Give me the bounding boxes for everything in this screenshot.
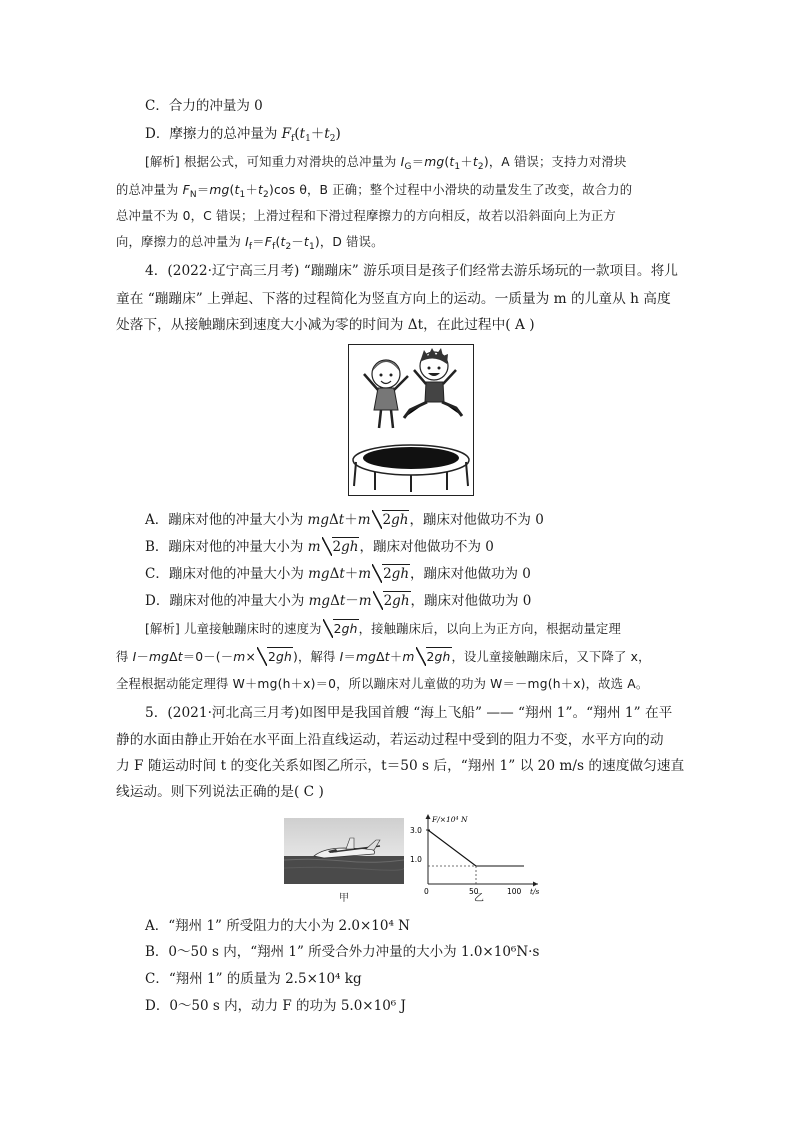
option-d-prev: D．摩擦力的总冲量为 $F_f(t_1+t_2)$: [145, 126, 341, 144]
q4-explanation-line1: [解析] 儿童接触蹦床时的速度为 2gh，接触蹦床后，以向上为正方向，根据动量定理: [145, 619, 621, 638]
figure-yi-label: 乙: [474, 893, 484, 904]
force-time-graph: [408, 810, 548, 896]
q5-stem-line4: 线运动。则下列说法正确的是( C ): [116, 784, 324, 800]
trampoline-illustration: [348, 344, 474, 496]
q4-option-c[interactable]: C．蹦床对他的冲量大小为 mgΔt＋m 2gh，蹦床对他做功为 0: [145, 566, 531, 582]
q4-option-d[interactable]: D．蹦床对他的冲量大小为 mgΔt－m 2gh，蹦床对他做功为 0: [145, 593, 532, 609]
explanation-prev-line1: [解析] 根据公式，可知重力对滑块的总冲量为 $I_G=mg(t_1+t_2)$，A 错误；支持力对滑块: [145, 155, 627, 172]
q4-stem-line1: 4．(2022·辽宁高三月考) “蹦蹦床” 游乐项目是孩子们经常去游乐场玩的一款项目。将儿: [145, 263, 678, 279]
y-axis-label: F/×10⁴ N: [432, 815, 468, 824]
q4-explanation-line3: 全程根据动能定理得 W＋mg(h＋x)＝0，所以蹦床对儿童做的功为 W＝－mg(h＋x)，故选 A。: [116, 677, 649, 691]
x-tick-100: 100: [507, 887, 522, 896]
q4-option-a[interactable]: A．蹦床对他的冲量大小为 mgΔt＋m 2gh，蹦床对他做功不为 0: [145, 512, 544, 528]
seaplane-photo: [284, 818, 404, 884]
series-segment-0: [428, 830, 476, 866]
y-axis-arrow: [426, 814, 431, 819]
q5-option-d[interactable]: D．0～50 s 内，动力 F 的功为 5.0×10⁶ J: [145, 998, 406, 1014]
q4-stem-line3: 处落下，从接触蹦床到速度大小减为零的时间为 Δt，在此过程中( A ): [116, 317, 535, 333]
q4-option-b[interactable]: B．蹦床对他的冲量大小为 m 2gh，蹦床对他做功不为 0: [145, 539, 494, 555]
explanation-prev-line2: 的总冲量为 $F_N=mg(t_1+t_2)\cos$ θ，B 正确；整个过程中小滑块的动量发生了改变，故合力的: [116, 183, 633, 200]
option-c-prev: C．合力的冲量为 0: [145, 98, 263, 114]
y-tick-3: 3.0: [410, 826, 422, 835]
x-axis-arrow: [533, 882, 538, 887]
q5-option-b[interactable]: B．0～50 s 内，“翔州 1” 所受合外力冲量的大小为 1.0×10⁶N·s: [145, 944, 540, 960]
origin-label: 0: [424, 887, 429, 896]
q5-stem-line1: 5．(2021·河北高三月考)如图甲是我国首艘 “海上飞船” —— “翔州 1”。“翔州 1” 在平: [145, 705, 673, 721]
q5-stem-line3: 力 F 随运动时间 t 的变化关系如图乙所示，t＝50 s 后，“翔州 1” 以 20 m/s 的速度做匀速直: [116, 758, 685, 774]
q5-stem-line2: 静的水面由静止开始在水平面上沿直线运动，若运动过程中受到的阻力不变，水平方向的动: [116, 732, 664, 748]
explanation-prev-line4: 向，摩擦力的总冲量为 $I_f=F_f(t_2-t_1)$，D 错误。: [116, 235, 384, 252]
figure-jia-label: 甲: [339, 893, 349, 904]
y-tick-1: 1.0: [410, 855, 422, 864]
x-tick-50: 50: [469, 887, 479, 896]
x-axis-label: t/s: [530, 887, 540, 896]
q4-stem-line2: 童在 “蹦蹦床” 上弹起、下落的过程简化为竖直方向上的运动。一质量为 m 的儿童从 h 高度: [116, 291, 671, 307]
explanation-prev-line3: 总冲量不为 0，C 错误；上滑过程和下滑过程摩擦力的方向相反，故若以沿斜面向上为正方: [116, 209, 616, 223]
q4-explanation-line2: 得 I－mgΔt＝0－(－m× 2gh)，解得 I＝mgΔt＋m 2gh，设儿童接触蹦床后，又下降了 x，: [116, 647, 651, 666]
q5-option-a[interactable]: A．“翔州 1” 所受阻力的大小为 2.0×10⁴ N: [145, 918, 410, 934]
q5-option-c[interactable]: C．“翔州 1” 的质量为 2.5×10⁴ kg: [145, 971, 362, 987]
